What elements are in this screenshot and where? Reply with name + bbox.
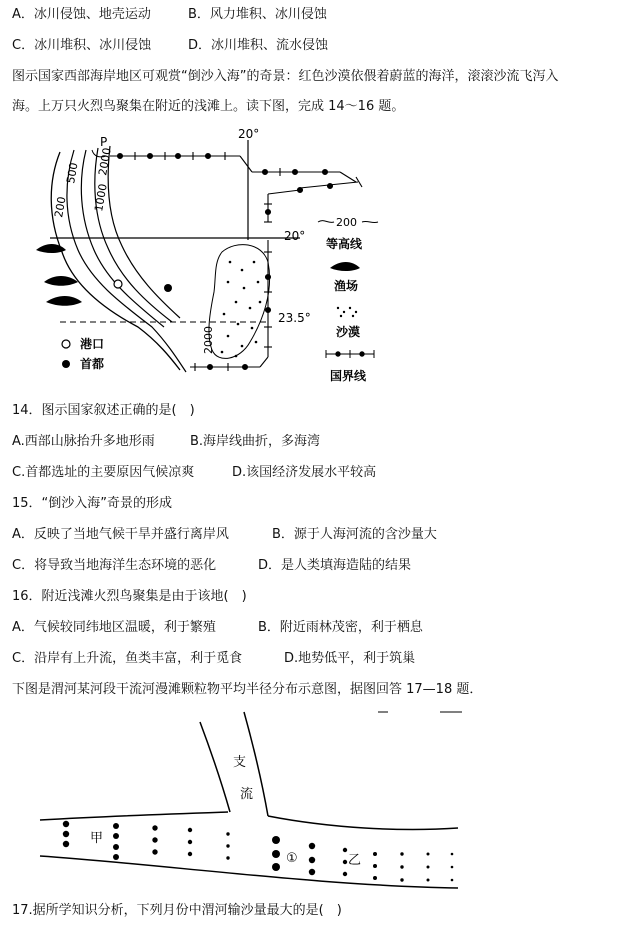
contour-2000 — [108, 146, 180, 318]
intro-14-16-line2: 海。上万只火烈鸟聚集在附近的浅滩上。读下图，完成 14～16 题。 — [12, 99, 405, 114]
legend-contour-sample: 200 — [336, 216, 357, 229]
intro-17-18: 下图是渭河某河段干流河漫滩颗粒物平均半径分布示意图，据图回答 17—18 题． — [12, 682, 483, 697]
contour-label-2000: 2000 — [96, 146, 114, 177]
q16-option-d[interactable]: D.地势低平，利于筑巢 — [284, 651, 416, 666]
main-river-upper-right-bank — [268, 816, 458, 830]
q15-option-c[interactable]: C．将导致当地海洋生态环境的恶化 — [12, 558, 217, 573]
lat-label-20-top: 20° — [238, 127, 260, 141]
q16-option-b[interactable]: B．附近雨林茂密，利于栖息 — [258, 620, 423, 635]
border-north — [110, 152, 362, 222]
tributary-left-bank — [200, 722, 230, 812]
q14-option-c[interactable]: C.首都选址的主要原因气候凉爽 — [12, 465, 195, 480]
tributary-char-2: 流 — [240, 787, 254, 802]
contour-label-500: 500 — [64, 161, 81, 185]
q16-option-a[interactable]: A．气候较同纬地区温暖，利于繁殖 — [12, 620, 216, 635]
q16-option-c[interactable]: C．沿岸有上升流，鱼类丰富，利于觅食 — [12, 651, 243, 666]
q16-stem: 16．附近浅滩火烈鸟聚集是由于该地( ) — [12, 589, 247, 604]
legend-border-label: 国界线 — [330, 369, 367, 383]
capital-marker — [164, 284, 172, 292]
legend-capital-label: 首都 — [80, 357, 105, 371]
q13-option-c[interactable]: C．冰川堆积、冰川侵蚀 — [12, 38, 152, 53]
legend-fishery-icon — [330, 262, 360, 271]
q14-option-d[interactable]: D.该国经济发展水平较高 — [232, 465, 377, 480]
intro-14-16-line1: 图示国家西部海岸地区可观赏“倒沙入海”的奇景：红色沙漠依偎着蔚蓝的海洋，滚滚沙流飞泻入 — [12, 69, 559, 84]
tributary-char-1: 支 — [233, 755, 247, 770]
point-jia-label: 甲 — [90, 831, 104, 846]
point-yi-label: 乙 — [348, 853, 362, 868]
weihe-river-diagram — [0, 704, 621, 894]
q14-option-b[interactable]: B.海岸线曲折，多海湾 — [190, 434, 321, 449]
q14-stem: 14．图示国家叙述正确的是( ) — [12, 403, 195, 418]
q17-stem: 17.据所学知识分析，下列月份中渭河输沙量最大的是( ) — [12, 903, 342, 918]
legend-port-icon — [62, 340, 70, 348]
legend-port-label: 港口 — [80, 337, 105, 351]
q14-option-a[interactable]: A.西部山脉抬升多地形雨 — [12, 434, 155, 449]
lat-label-20-mid: 20° — [284, 229, 306, 243]
q13-option-d[interactable]: D．冰川堆积、流水侵蚀 — [188, 38, 329, 53]
contour-label-1000: 1000 — [92, 182, 110, 213]
q15-stem: 15．“倒沙入海”奇景的形成 — [12, 496, 173, 511]
legend-fishery-label: 渔场 — [334, 279, 359, 293]
coastal-country-map — [0, 122, 621, 392]
port-marker — [114, 280, 122, 288]
q13-option-a[interactable]: A．冰川侵蚀、地壳运动 — [12, 7, 151, 22]
q15-option-d[interactable]: D．是人类填海造陆的结果 — [258, 558, 412, 573]
point-1-label: ① — [286, 851, 298, 866]
legend-contour-label: 等高线 — [326, 237, 363, 251]
legend-desert-label: 沙漠 — [336, 325, 361, 339]
q15-option-a[interactable]: A．反映了当地气候干旱并盛行离岸风 — [12, 527, 229, 542]
main-river-upper-left-bank — [40, 812, 228, 820]
desert-dots — [221, 261, 262, 358]
contour-label-200: 200 — [52, 195, 69, 219]
q15-option-b[interactable]: B．源于人海河流的含沙量大 — [272, 527, 437, 542]
fishery-icon — [36, 244, 82, 306]
main-river-lower-bank — [40, 856, 458, 888]
q13-option-b[interactable]: B．风力堆积、冰川侵蚀 — [188, 7, 327, 22]
legend-capital-icon — [62, 360, 70, 368]
legend-desert-icon — [337, 307, 357, 317]
contour-label-2000-south: 2000 — [202, 326, 215, 354]
point-p-label: P — [100, 135, 108, 149]
lat-label-23-5: 23.5° — [278, 311, 311, 325]
legend-border-icon — [326, 350, 374, 358]
